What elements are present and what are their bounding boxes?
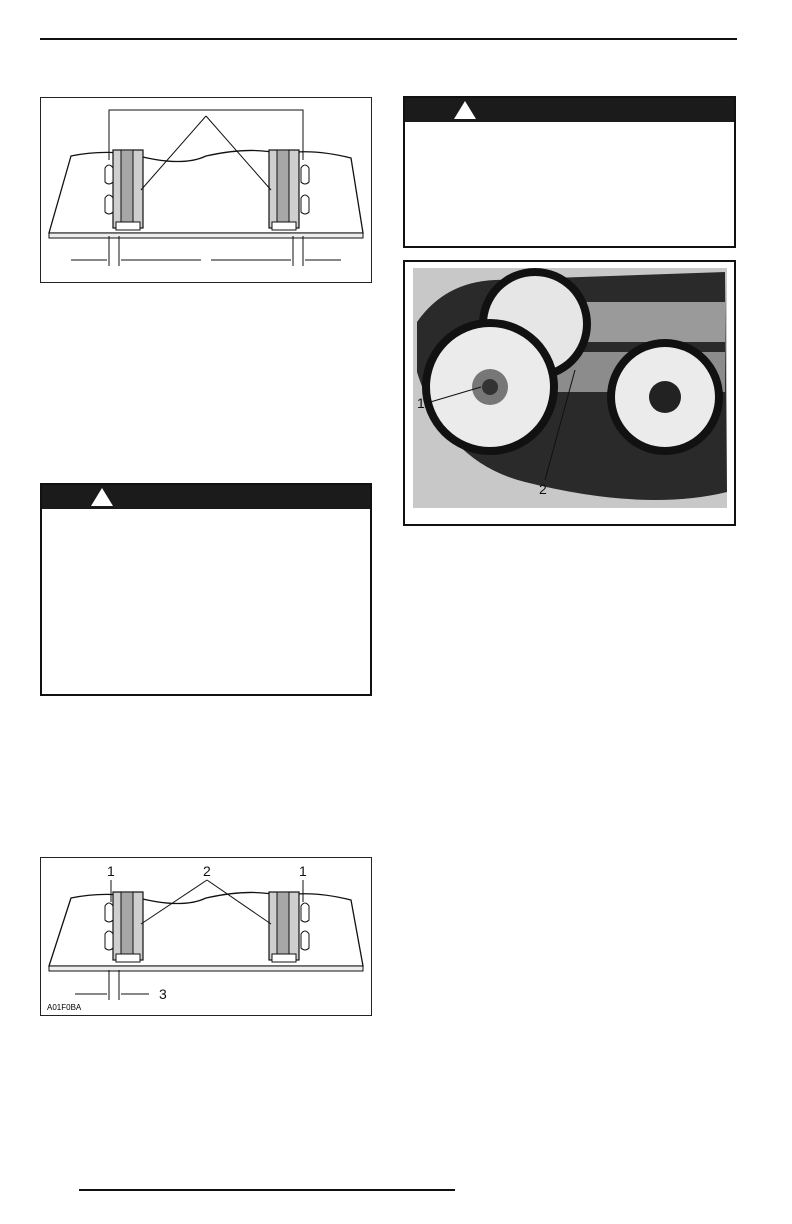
track-diagram-top xyxy=(41,98,371,282)
callout-1-left: 1 xyxy=(107,863,115,879)
track-body xyxy=(49,150,363,233)
track-figure-top xyxy=(40,97,372,283)
callout-3: 3 xyxy=(159,986,167,1002)
warning-triangle-icon xyxy=(453,100,477,120)
left-clip xyxy=(105,165,113,184)
photo-label-2: 2 xyxy=(539,481,547,497)
right-slide-rail xyxy=(269,150,299,230)
header-rule xyxy=(40,38,737,40)
photo-label-1: 1 xyxy=(417,395,425,411)
figure-code: A01F0BA xyxy=(47,1003,82,1012)
warning-box-top xyxy=(403,96,736,248)
callout-1-right: 1 xyxy=(299,863,307,879)
warning-box-middle xyxy=(40,483,372,696)
track-diagram-bottom xyxy=(41,858,371,1015)
track-figure-bottom xyxy=(40,857,372,1016)
warning-header xyxy=(42,485,370,509)
callout-2: 2 xyxy=(203,863,211,879)
left-slide-rail xyxy=(113,150,143,230)
warning-header xyxy=(405,98,734,122)
suspension-photo xyxy=(403,260,736,526)
right-slide-rail xyxy=(269,892,299,962)
right-clip xyxy=(301,165,309,184)
suspension-photo-image xyxy=(405,262,734,524)
track-base xyxy=(49,233,363,238)
warning-triangle-icon xyxy=(90,487,114,507)
left-slide-rail xyxy=(113,892,143,962)
footer-rule xyxy=(79,1189,455,1191)
